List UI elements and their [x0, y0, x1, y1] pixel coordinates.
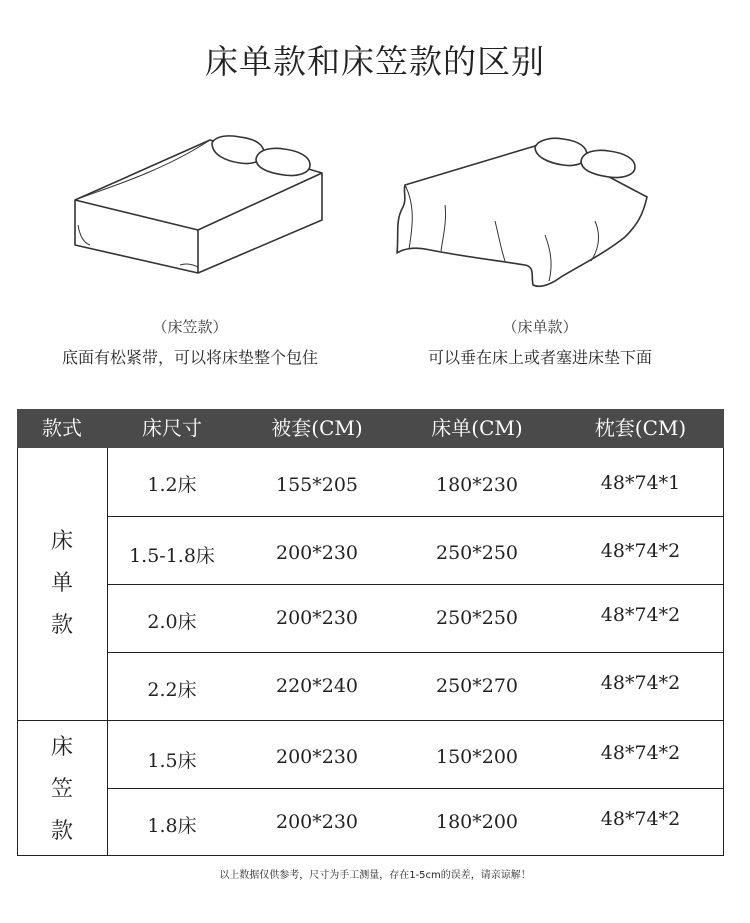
fitted-caption — [20, 316, 360, 368]
flat-caption-title: （床单款） — [502, 318, 578, 336]
cell-duvet-cover: 220*240 — [275, 675, 359, 697]
row-divider — [107, 584, 724, 585]
size-table — [17, 448, 724, 856]
header-bed-sheet: 床单(CM) — [431, 416, 523, 440]
cell-bed-sheet: 250*250 — [435, 542, 519, 564]
cell-bed-sheet: 150*200 — [435, 746, 519, 768]
fitted-caption-desc: 底面有松紧带，可以将床垫整个包住 — [61, 348, 318, 367]
cell-bed-sheet: 180*200 — [435, 811, 519, 833]
cell-duvet-cover: 155*205 — [275, 474, 359, 496]
cell-pillowcase: 48*74*2 — [600, 742, 681, 764]
cell-duvet-cover: 200*230 — [275, 542, 359, 564]
group-label-fitted-sheet: 床 笠 款 — [50, 735, 73, 844]
disclaimer-footnote: 以上数据仅供参考，尺寸为手工测量，存在1-5cm的误差，请亲谅解！ — [219, 870, 531, 881]
cell-pillowcase: 48*74*2 — [600, 604, 681, 626]
cell-duvet-cover: 200*230 — [275, 746, 359, 768]
row-divider — [107, 788, 724, 789]
cell-pillowcase: 48*74*2 — [600, 808, 681, 830]
table-border-bottom — [17, 855, 724, 856]
cell-bed-size: 2.0床 — [147, 611, 197, 633]
row-divider — [107, 652, 724, 653]
group-label-flat-sheet: 床 单 款 — [50, 529, 73, 638]
cell-bed-sheet: 250*250 — [435, 607, 519, 629]
cell-bed-size: 1.5床 — [147, 750, 197, 772]
flat-sheet-illustration — [385, 125, 665, 295]
flat-caption-desc: 可以垂在床上或者塞进床垫下面 — [427, 348, 652, 367]
fitted-sheet-illustration — [60, 125, 340, 285]
cell-pillowcase: 48*74*2 — [600, 540, 681, 562]
header-duvet-cover: 被套(CM) — [271, 416, 363, 440]
cell-bed-size: 1.8床 — [147, 815, 197, 837]
header-pillowcase: 枕套(CM) — [594, 416, 687, 440]
table-header — [17, 409, 724, 448]
cell-pillowcase: 48*74*2 — [600, 672, 681, 694]
cell-duvet-cover: 200*230 — [275, 607, 359, 629]
page-title: 床单款和床笠款的区别 — [205, 42, 545, 81]
cell-bed-size: 2.2床 — [147, 679, 197, 701]
header-bed-size: 床尺寸 — [142, 416, 202, 440]
group-divider — [17, 720, 724, 721]
cell-duvet-cover: 200*230 — [275, 811, 359, 833]
cell-bed-sheet: 250*270 — [435, 675, 519, 697]
cell-bed-sheet: 180*230 — [435, 474, 519, 496]
fitted-caption-title: （床笠款） — [152, 318, 228, 336]
cell-pillowcase: 48*74*1 — [600, 472, 681, 494]
cell-bed-size: 1.2床 — [147, 474, 197, 496]
row-divider — [107, 516, 724, 517]
header-style: 款式 — [42, 416, 82, 440]
flat-caption — [375, 316, 705, 368]
cell-bed-size: 1.5-1.8床 — [129, 545, 215, 567]
